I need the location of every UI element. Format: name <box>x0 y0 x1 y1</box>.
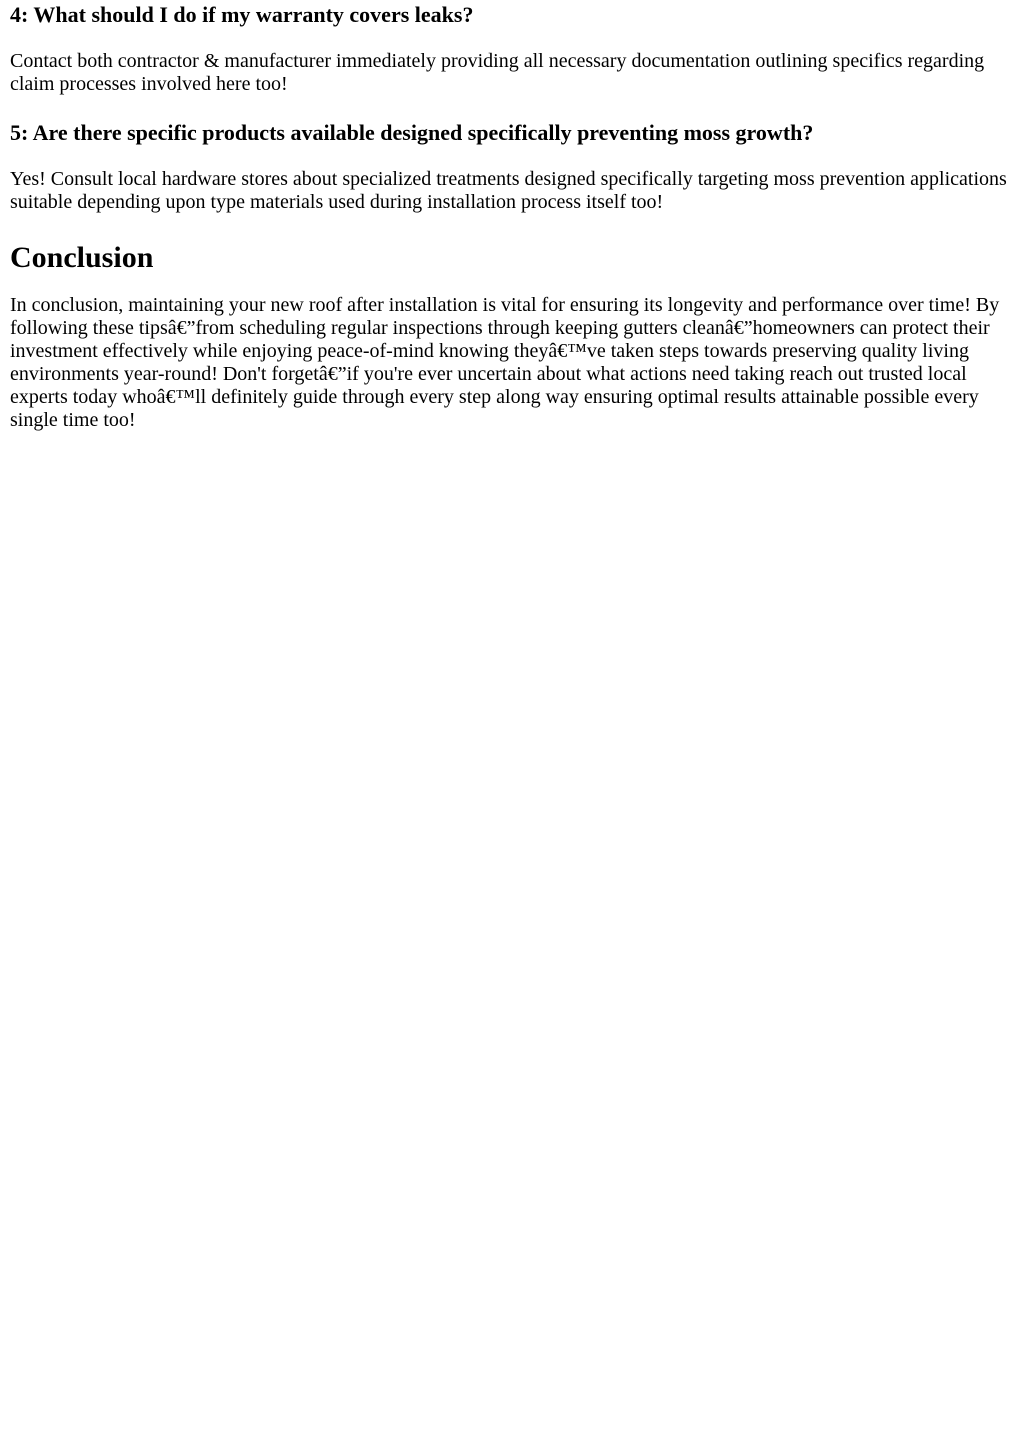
faq-question: 5: Are there specific products available designed specifically preventing moss growth? <box>10 120 814 145</box>
faq-item-4 <box>10 2 1012 96</box>
article-content <box>0 2 1024 432</box>
conclusion-section <box>10 241 1012 432</box>
conclusion-heading: Conclusion <box>10 241 154 274</box>
faq-question: 4: What should I do if my warranty covers leaks? <box>10 2 474 27</box>
faq-answer: Yes! Consult local hardware stores about specialized treatments designed specifically targeting moss prevention applications suitable depending upon type materials used during installation process itself too! <box>10 168 1007 213</box>
faq-item-5 <box>10 120 1012 214</box>
conclusion-body: In conclusion, maintaining your new roof after installation is vital for ensuring its longevity and performance over time! By following these tipsâ€”from scheduling regular inspections through keeping gutters cleanâ€”homeowners can protect their investment effectively while enjoying peace-of-mind knowing theyâ€™ve taken steps towards preserving quality living environments year-round! Don't forgetâ€”if you're ever uncertain about what actions need taking reach out trusted local experts today whoâ€™ll definitely guide through every step along way ensuring optimal results attainable possible every single time too! <box>10 294 1000 431</box>
faq-answer: Contact both contractor & manufacturer immediately providing all necessary documentation outlining specifics regarding claim processes involved here too! <box>10 50 985 95</box>
